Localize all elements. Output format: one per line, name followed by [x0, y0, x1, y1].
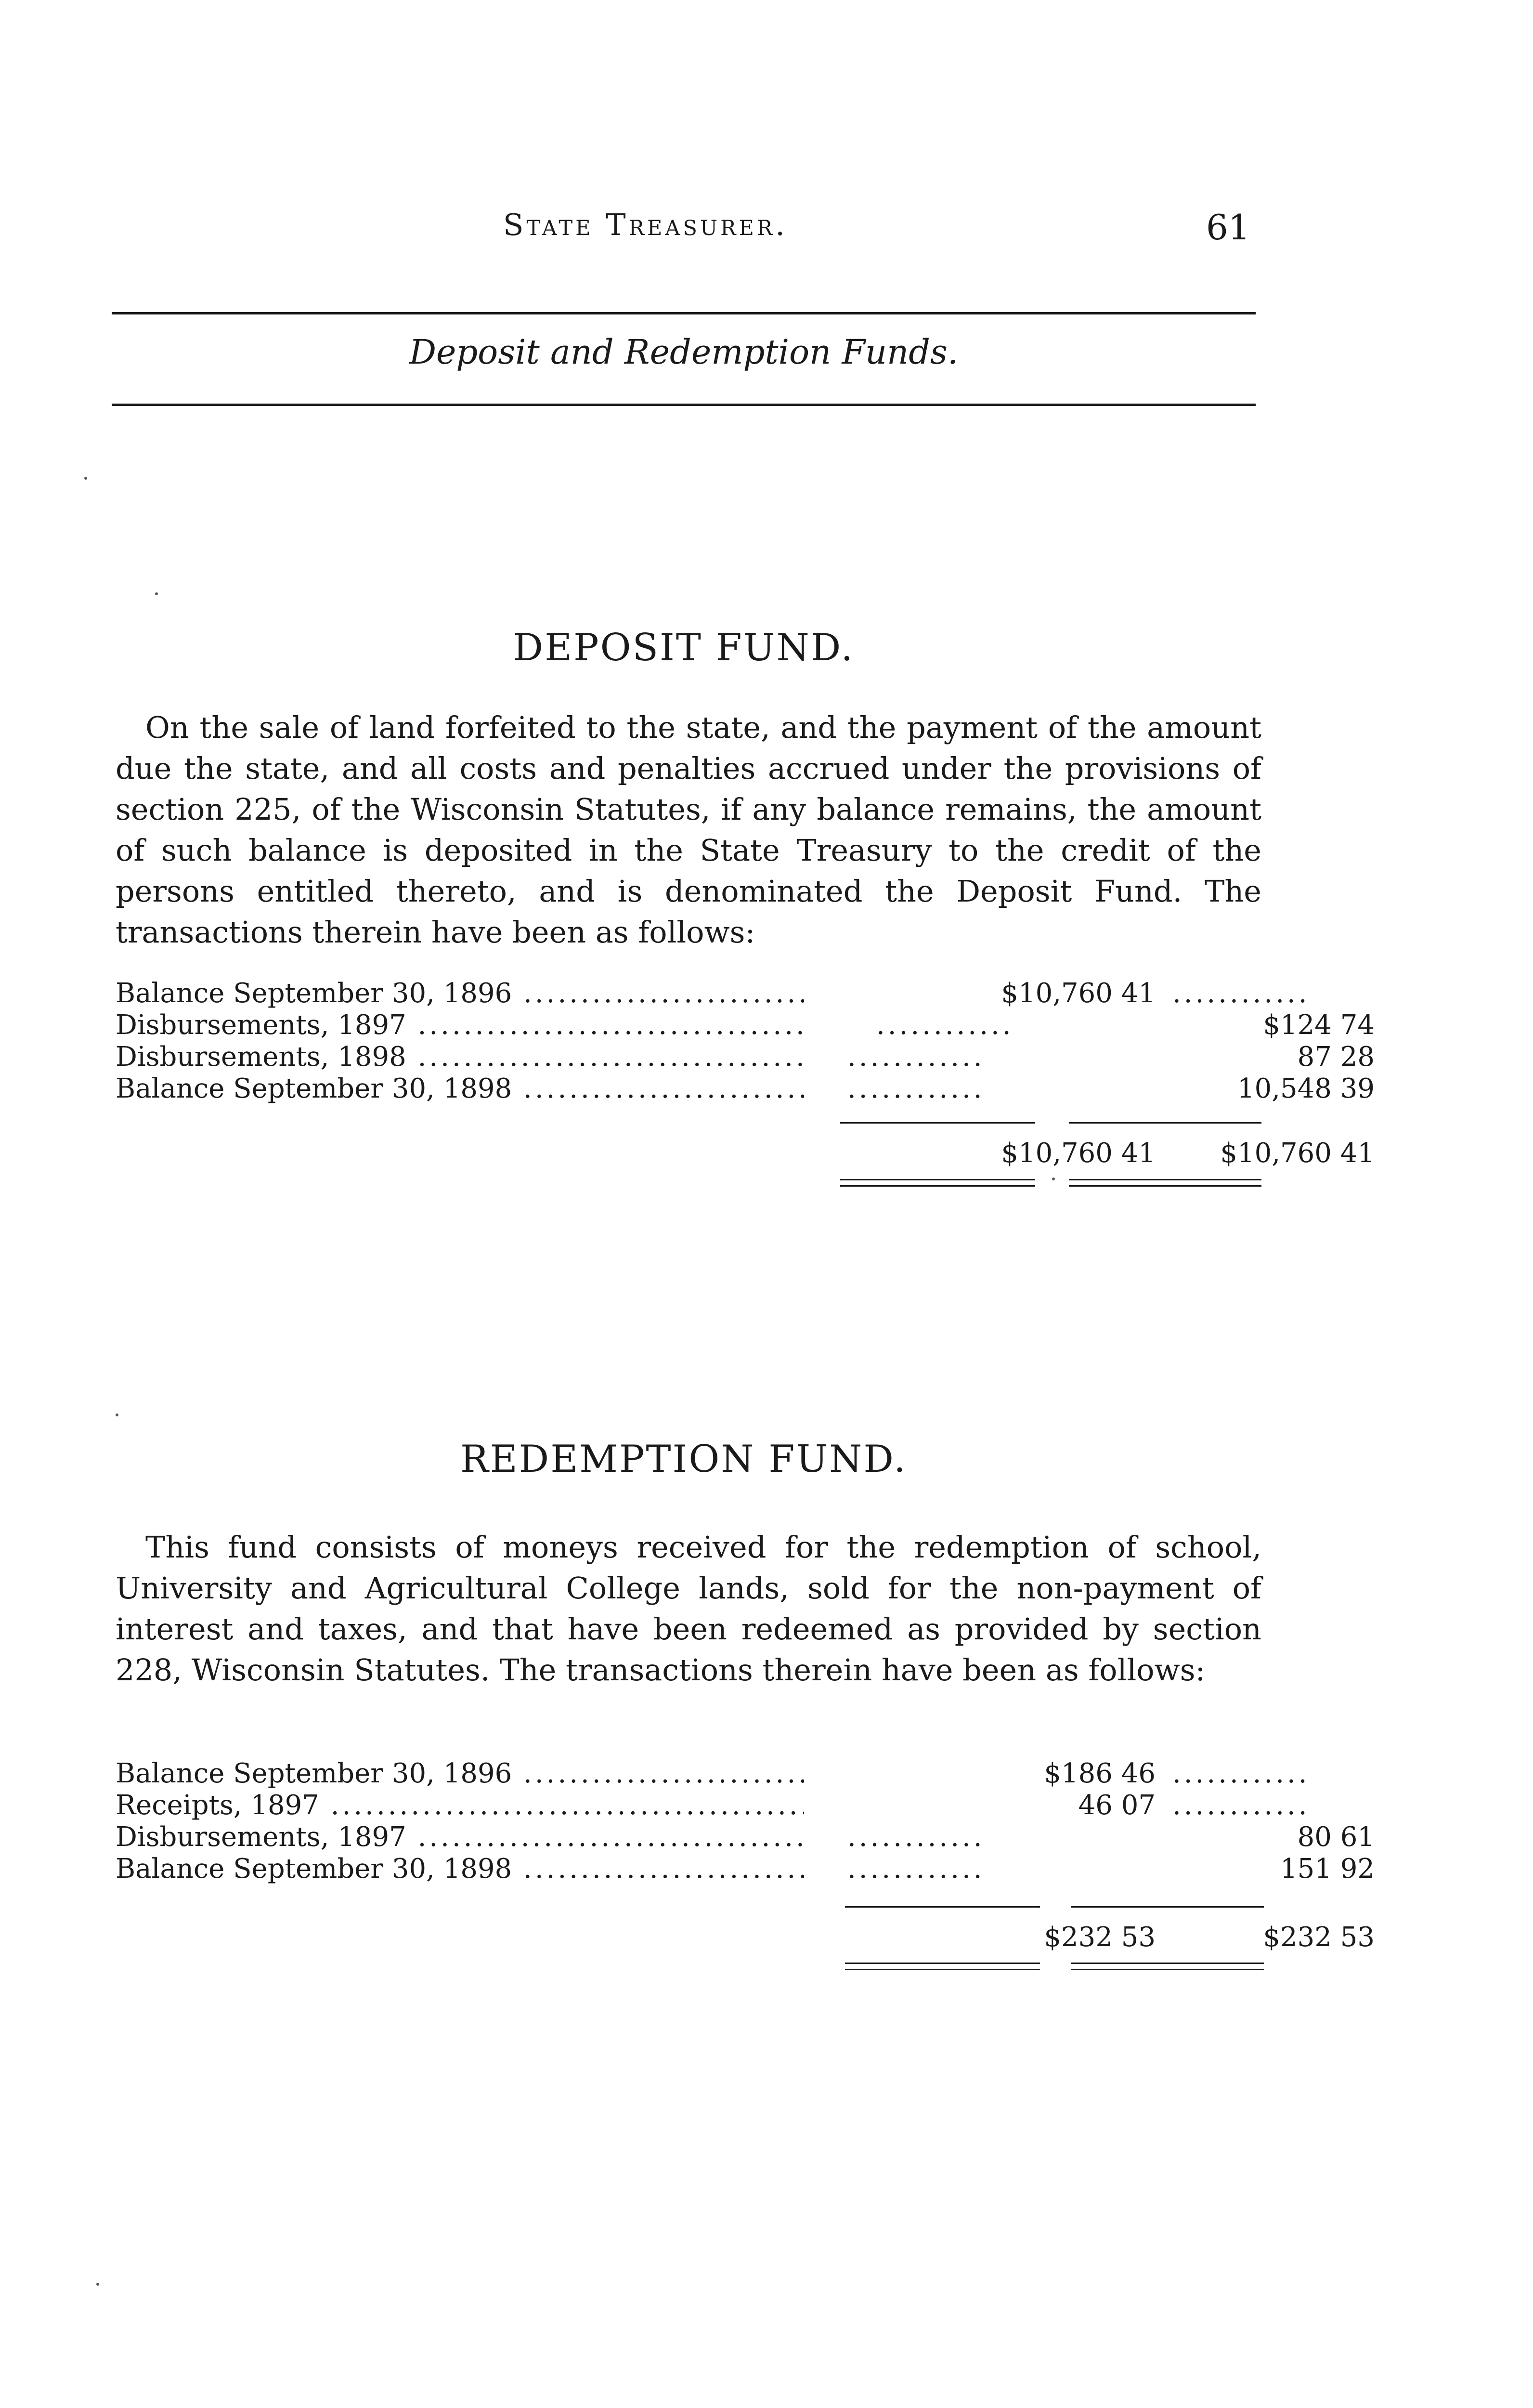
ledger-row: [116, 978, 1310, 1009]
credit-value: $124 74: [1263, 1009, 1375, 1041]
deposit-fund-totals: [116, 1138, 1375, 1169]
row-label: Balance September 30, 1896 .....: [116, 978, 804, 1009]
totals-row: [116, 1138, 1375, 1169]
dot-leader: ............: [847, 1853, 985, 1885]
sum-rule-debit: [845, 1906, 1040, 1908]
redemption-fund-text: This fund consists of moneys received for the redemption of school, University and Agricultural College lands, sold for the non-payment of interest and taxes, and that have been redeemed as provided by section 228, Wisconsin Statutes. The transactions therein have been as follows:: [116, 1530, 1261, 1688]
credit-value: 87 28: [1297, 1041, 1375, 1073]
dot-leader: ............: [847, 1073, 985, 1104]
credit-value: 151 92: [1280, 1853, 1375, 1885]
total-debit: $232 53: [1044, 1922, 1156, 1953]
dot-leader: ............: [1172, 978, 1310, 1009]
debit-value: $186 46: [1044, 1758, 1156, 1789]
dot-leader: ............: [1172, 1758, 1310, 1789]
totals-row: [116, 1922, 1375, 1953]
ledger-row: [116, 1758, 1310, 1790]
total-double-rule-debit: [845, 1963, 1040, 1970]
header-top-rule: [112, 312, 1256, 314]
ledger-row: [116, 1790, 1310, 1821]
deposit-fund-paragraph: [116, 707, 1261, 953]
dot-leader: ............: [847, 1041, 985, 1073]
dot-leader: ............: [847, 1821, 985, 1853]
running-title: State Treasurer.: [503, 207, 788, 242]
page-number: 61: [1206, 207, 1250, 248]
row-label: Balance September 30, 1898 .....: [116, 1073, 804, 1105]
redemption-fund-paragraph: [116, 1527, 1261, 1690]
page-subhead: Deposit and Redemption Funds.: [409, 332, 959, 372]
scan-speck: [96, 2283, 99, 2286]
total-credit: $10,760 41: [1220, 1138, 1375, 1169]
row-label: Disbursements, 1897 .....: [116, 1009, 804, 1041]
header-bottom-rule: [112, 404, 1256, 406]
total-double-rule-credit: [1071, 1963, 1264, 1970]
ledger-row: [116, 1009, 1375, 1041]
credit-value: 10,548 39: [1237, 1073, 1375, 1104]
ledger-row: [116, 1853, 1375, 1885]
debit-value: 46 07: [1078, 1790, 1156, 1821]
row-label: Balance September 30, 1898 .....: [116, 1853, 804, 1885]
sum-rule-debit: [840, 1122, 1035, 1124]
total-double-rule-debit: [840, 1179, 1035, 1187]
row-label: Balance September 30, 1896 .....: [116, 1758, 804, 1790]
redemption-fund-totals: [116, 1922, 1375, 1953]
row-label: Receipts, 1897 .....: [116, 1790, 804, 1821]
deposit-fund-text: On the sale of land forfeited to the state, and the payment of the amount due the state, and all costs and penalties accrued under the provisions of section 225, of the Wisconsin Statutes, if any balance remains, the amount of such balance is deposited in the State Treasury to the credit of the persons entitled thereto, and is denominated the Deposit Fund. The transactions therein have been as follows:: [116, 710, 1261, 950]
dot-leader: ............: [1172, 1790, 1310, 1821]
ledger-row: [116, 1821, 1375, 1853]
total-debit: $10,760 41: [1001, 1138, 1156, 1169]
total-double-rule-credit: [1069, 1179, 1261, 1187]
ledger-row: [116, 1073, 1375, 1105]
row-label: Disbursements, 1898 .....: [116, 1041, 804, 1073]
deposit-fund-ledger: [116, 978, 1375, 1105]
deposit-fund-title: DEPOSIT FUND.: [513, 626, 855, 669]
scan-speck: [84, 477, 87, 480]
ledger-row: [116, 1041, 1375, 1073]
dot-leader: ............: [876, 1009, 1014, 1041]
credit-value: 80 61: [1297, 1821, 1375, 1853]
sum-rule-credit: [1069, 1122, 1261, 1124]
redemption-fund-ledger: [116, 1758, 1375, 1885]
total-credit: $232 53: [1263, 1922, 1375, 1953]
redemption-fund-title: REDEMPTION FUND.: [460, 1438, 907, 1481]
debit-value: $10,760 41: [1001, 978, 1156, 1009]
scan-speck: [1052, 1178, 1055, 1180]
scan-speck: [155, 592, 158, 595]
running-head: [0, 207, 1533, 255]
row-label: Disbursements, 1897 .....: [116, 1821, 804, 1853]
scan-speck: [116, 1413, 118, 1416]
sum-rule-credit: [1071, 1906, 1264, 1908]
